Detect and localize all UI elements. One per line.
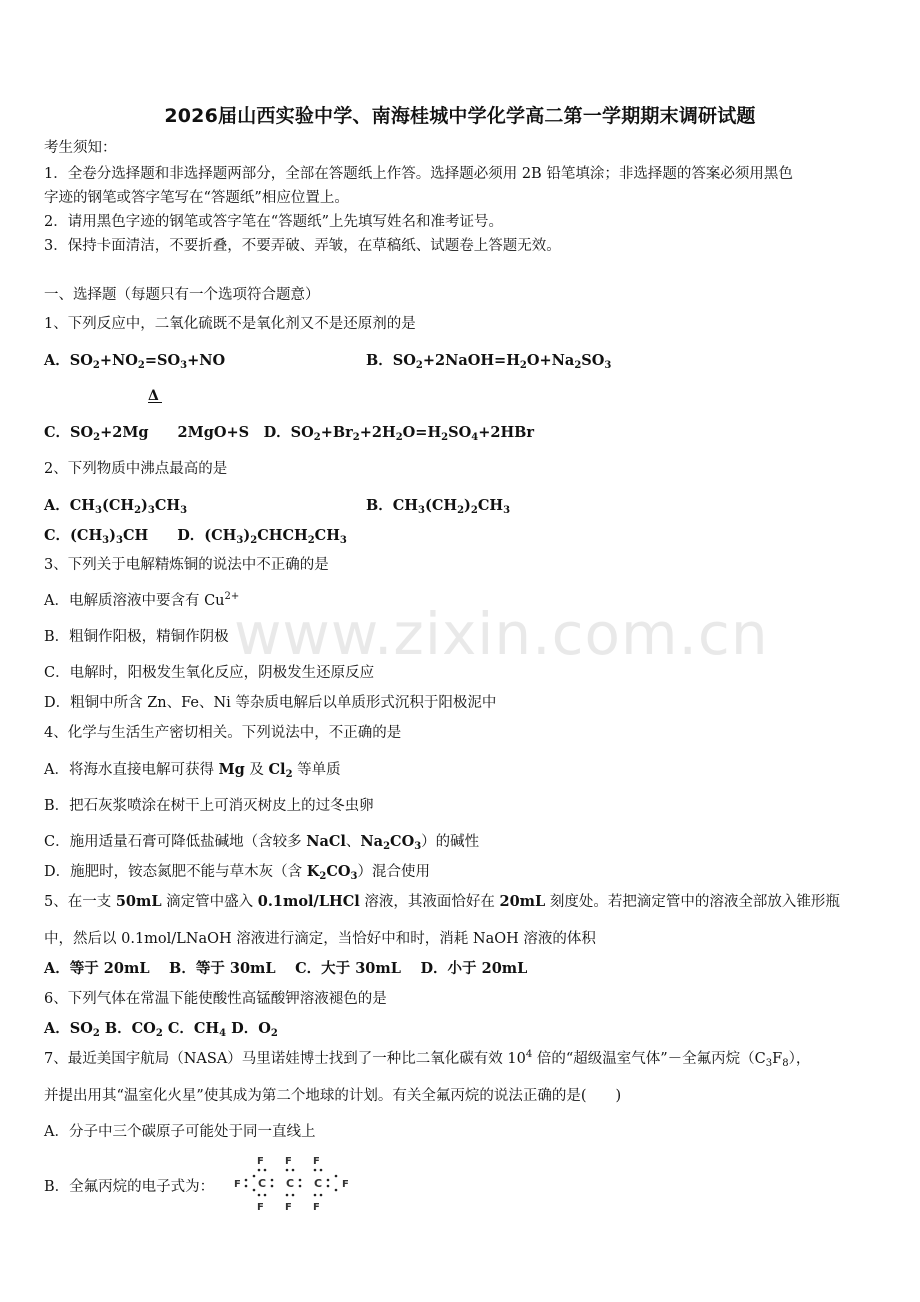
q7-stem-line-2: 并提出用其“温室化火星”使其成为第二个地球的计划。有关全氟丙烷的说法正确的是( ) bbox=[44, 1088, 622, 1104]
q7-option-a: A．分子中三个碳原子可能处于同一直线上 bbox=[44, 1124, 316, 1140]
q5-options: A．等于 20mL B．等于 30mL C．大于 30mL D．小于 20mL bbox=[44, 960, 528, 977]
q4-stem: 4、化学与生活生产密切相关。下列说法中，不正确的是 bbox=[44, 725, 402, 741]
notice-line-1b: 字迹的钢笔或答字笔写在“答题纸”相应位置上。 bbox=[44, 190, 349, 206]
q6-options: A．$SO_2$ B．$CO_2$ C．$CH_4$ D．$O_2$ bbox=[44, 1020, 278, 1039]
svg-text:C: C bbox=[314, 1177, 323, 1190]
svg-text:F: F bbox=[313, 1156, 320, 1167]
q5-stem-line-2: 中，然后以 0.1mol/LNaOH 溶液进行滴定，当恰好中和时，消耗 NaOH 溶液的体积 bbox=[44, 931, 596, 947]
svg-text:C: C bbox=[258, 1177, 267, 1190]
q3-option-b: B．粗铜作阳极，精铜作阴极 bbox=[44, 629, 229, 645]
notice-line-3: 3．保持卡面清洁，不要折叠，不要弄破、弄皱，在草稿纸、试题卷上答题无效。 bbox=[44, 238, 561, 254]
q4-option-c: C．施用适量石膏可降低盐碱地（含较多 NaCl、$Na_2CO_3$）的碱性 bbox=[44, 833, 480, 852]
q1-option-b: B．$SO_2+2NaOH=H_2O+Na_2SO_3$ bbox=[366, 352, 612, 371]
q3-stem: 3、下列关于电解精炼铜的说法中不正确的是 bbox=[44, 557, 329, 573]
q1-option-a: A．$SO_2+NO_2=SO_3+NO$ bbox=[44, 352, 226, 371]
q2-option-a: A．$CH_3(CH_2)_3CH_3$ bbox=[44, 497, 188, 516]
svg-text:F: F bbox=[342, 1179, 349, 1190]
q4-option-d: D．施肥时，铵态氮肥不能与草木灰（含 $K_2CO_3$）混合使用 bbox=[44, 863, 430, 882]
watermark: www.zixin.com.cn bbox=[234, 600, 769, 668]
notice-heading: 考生须知： bbox=[44, 140, 117, 156]
q3-option-d: D．粗铜中所含 Zn、Fe、Ni 等杂质电解后以单质形式沉积于阳极泥中 bbox=[44, 695, 497, 711]
q4-option-a: A．将海水直接电解可获得 Mg 及 $Cl_2$ 等单质 bbox=[44, 761, 341, 780]
q3-option-c: C．电解时，阳极发生氧化反应，阴极发生还原反应 bbox=[44, 665, 375, 681]
q7-option-b: B．全氟丙烷的电子式为： bbox=[44, 1179, 215, 1195]
q6-stem: 6、下列气体在常温下能使酸性高锰酸钾溶液褪色的是 bbox=[44, 991, 387, 1007]
q2-option-b: B．$CH_3(CH_2)_2CH_3$ bbox=[366, 497, 511, 516]
notice-line-1a: 1．全卷分选择题和非选择题两部分，全部在答题纸上作答。选择题必须用 2B 铅笔填涂；非选择题的答案必须用黑色 bbox=[44, 166, 793, 182]
svg-text:F: F bbox=[234, 1179, 241, 1190]
page-title: 2026届山西实验中学、南海桂城中学化学高二第一学期期末调研试题 bbox=[164, 105, 756, 127]
q3-option-a: A．电解质溶液中要含有 $Cu^{2+}$ bbox=[44, 591, 240, 609]
svg-text:F: F bbox=[257, 1156, 264, 1167]
q4-option-b: B．把石灰浆喷涂在树干上可消灭树皮上的过冬虫卵 bbox=[44, 798, 374, 814]
q2-option-c-d: C．$(CH_3)_3CH$ D．$(CH_3)_2CHCH_2CH_3$ bbox=[44, 527, 347, 546]
svg-text:C: C bbox=[286, 1177, 295, 1190]
heat-symbol: Δ bbox=[148, 388, 162, 403]
svg-text:F: F bbox=[285, 1156, 292, 1167]
q2-stem: 2、下列物质中沸点最高的是 bbox=[44, 461, 228, 477]
q7-stem-line-1: 7、最近美国宇航局（NASA）马里诺娃博士找到了一种比二氧化碳有效 $10^4$ 倍的“超级温室气体”－全氟丙烷$(C_3F_8)$， bbox=[44, 1049, 811, 1069]
q1-stem: 1、下列反应中，二氧化硫既不是氧化剂又不是还原剂的是 bbox=[44, 316, 416, 332]
svg-text:F: F bbox=[285, 1202, 292, 1212]
q1-option-c-d: C．$SO_2+2Mg$ 2MgO+S D．$SO_2+Br_2+2H_2O=H_2SO_4+2HBr$ bbox=[44, 424, 535, 443]
q5-stem-line-1: 5、在一支 50mL 滴定管中盛入 0.1mol/LHCl 溶液，其液面恰好在 20mL 刻度处。若把滴定管中的溶液全部放入锥形瓶 bbox=[44, 893, 840, 910]
section-heading: 一、选择题（每题只有一个选项符合题意） bbox=[44, 287, 320, 303]
svg-text:F: F bbox=[313, 1202, 320, 1212]
notice-line-2: 2．请用黑色字迹的钢笔或答字笔在“答题纸”上先填写姓名和准考证号。 bbox=[44, 214, 504, 230]
svg-text:F: F bbox=[257, 1202, 264, 1212]
lewis-structure-image bbox=[232, 1154, 350, 1212]
